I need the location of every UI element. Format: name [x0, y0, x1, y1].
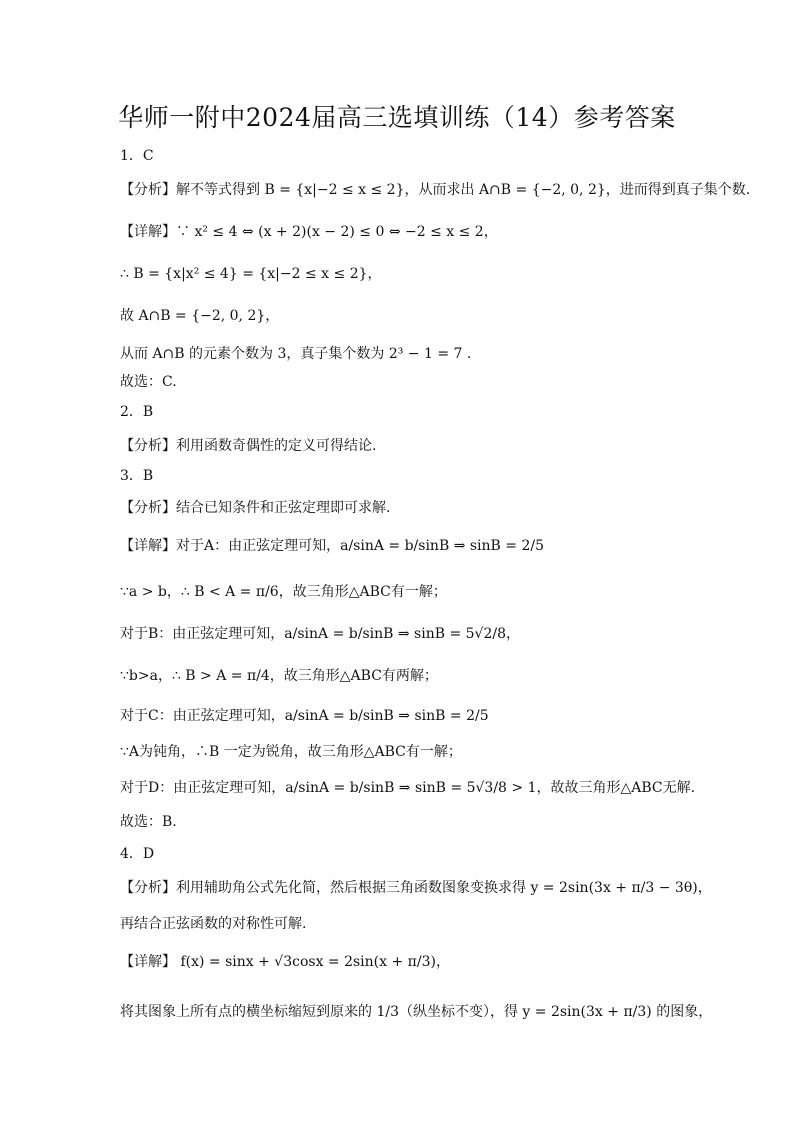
answer-2-heading: 2．B: [120, 404, 154, 420]
answer-3-analysis: 【分析】结合已知条件和正弦定理即可求解.: [120, 500, 391, 516]
answer-1-heading: 1．C: [120, 148, 154, 164]
answer-4-analysis-line2: 再结合正弦函数的对称性可解.: [120, 916, 307, 932]
answer-1-detail-line2: ∴ B = {x|x² ≤ 4} = {x|−2 ≤ x ≤ 2}，: [120, 266, 382, 282]
answer-4-heading: 4．D: [120, 846, 155, 862]
answer-3-detail-c-conclusion: ∵A为钝角，∴B 一定为锐角，故三角形△ABC有一解；: [120, 744, 462, 760]
answer-3-detail-a: 【详解】对于A：由正弦定理可知，a/sinA = b/sinB ⇒ sinB = 2/5: [120, 538, 544, 554]
answer-3-detail-d: 对于D：由正弦定理可知，a/sinA = b/sinB ⇒ sinB = 5√3/8 > 1，故故三角形△ABC无解.: [120, 780, 696, 796]
answer-1-choice: 故选：C.: [120, 374, 177, 390]
document-title: 华师一附中2024届高三选填训练（14）参考答案: [118, 103, 676, 132]
answer-3-detail-c: 对于C：由正弦定理可知，a/sinA = b/sinB ⇒ sinB = 2/5: [120, 708, 489, 724]
answer-1-detail: 【详解】∵ x² ≤ 4 ⇔ (x + 2)(x − 2) ≤ 0 ⇔ −2 ≤ x ≤ 2，: [120, 224, 498, 240]
answer-4-detail: 【详解】 f(x) = sinx + √3cosx = 2sin(x + π/3)，: [120, 954, 450, 970]
answer-4-analysis: 【分析】利用辅助角公式先化简，然后根据三角函数图象变换求得 y = 2sin(3x + π/3 − 3θ)，: [120, 880, 712, 896]
answer-3-choice: 故选：B.: [120, 814, 177, 830]
answer-1-detail-line4: 从而 A∩B 的元素个数为 3，真子集个数为 2³ − 1 = 7 .: [120, 346, 472, 362]
answer-3-heading: 3．B: [120, 468, 154, 484]
answer-3-detail-b-conclusion: ∵b>a，∴ B > A = π/4，故三角形△ABC有两解；: [120, 668, 438, 684]
answer-1-analysis: 【分析】解不等式得到 B = {x|−2 ≤ x ≤ 2}，从而求出 A∩B = {−2, 0, 2}，进而得到真子集个数.: [120, 182, 751, 198]
answer-2-analysis: 【分析】利用函数奇偶性的定义可得结论.: [120, 438, 377, 454]
answer-3-detail-a-conclusion: ∵a > b，∴ B < A = π/6，故三角形△ABC有一解；: [120, 584, 447, 600]
answer-3-detail-b: 对于B：由正弦定理可知，a/sinA = b/sinB ⇒ sinB = 5√2/8，: [120, 626, 521, 642]
answer-1-detail-line3: 故 A∩B = {−2, 0, 2}，: [120, 308, 280, 324]
answer-4-detail-line2: 将其图象上所有点的横坐标缩短到原来的 1/3（纵坐标不变），得 y = 2sin(3x + π/3) 的图象，: [120, 1004, 713, 1020]
